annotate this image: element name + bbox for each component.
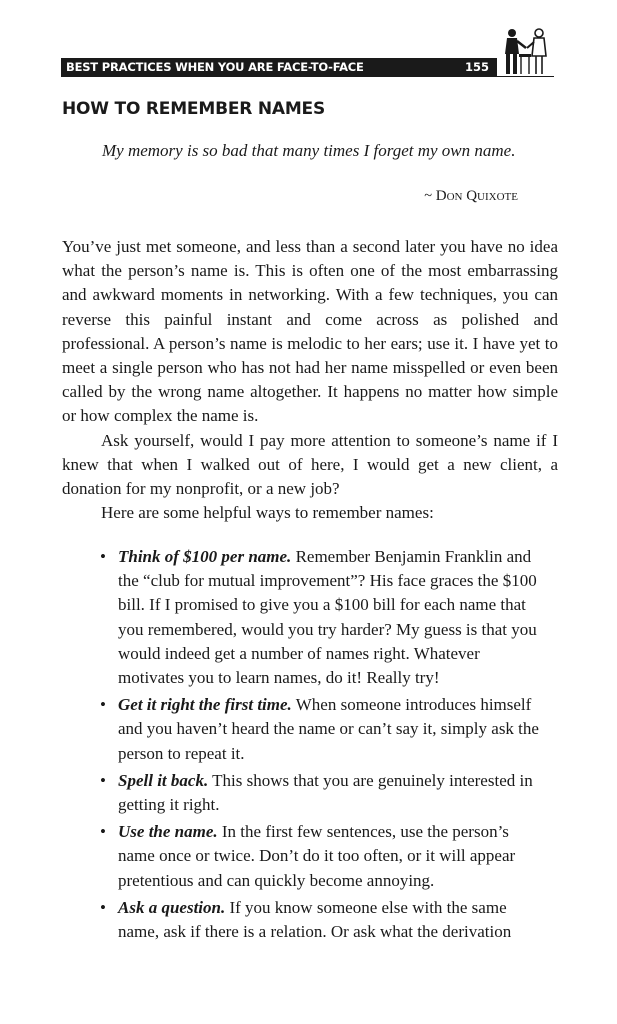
epigraph-quote: My memory is so bad that many times I forget my own name. [102, 141, 516, 160]
list-item [100, 545, 540, 690]
epigraph-attribution [424, 188, 518, 205]
tip-text: If you know someone else with the same name, ask if there is a relation. Or ask what the derivation [118, 897, 512, 942]
body-text [62, 235, 558, 525]
bullet-icon: • [100, 822, 106, 842]
tip-lead: Think of $100 per name. [118, 547, 292, 566]
list-item [100, 896, 540, 944]
running-header [61, 58, 497, 77]
tip-lead: Spell it back. [118, 770, 209, 790]
attribution-tilde: ~ [424, 188, 433, 204]
section-title: HOW TO REMEMBER NAMES [62, 99, 326, 119]
bullet-icon: • [100, 897, 106, 917]
tips-list [100, 545, 540, 947]
paragraph: You’ve just met someone, and less than a second later you have no idea what the person’s name is. This is often one of the most embarrassing and awkward moments in networking. With a few techniques, you can reverse this painful instant and come across as polished and professional. A person’s name is melodic to her ears; use it. I have yet to meet a single person who has not had her name misspelled or even been called by the wrong name altogether. It happens no matter how simple or how complex the name is. [62, 237, 558, 426]
tip-text: This shows that you are genuinely interested in getting it right. [118, 770, 533, 815]
tip-text: Remember Benjamin Franklin and the “club for mutual improvement”? His face graces the $100 bill. If I promised to give you a $100 bill for each name that you remembered, would you try harder? My guess is that you would indeed get a number of names right. Whatever motivates you to learn names, do it! Really try! [118, 547, 537, 688]
tip-lead: Get it right the first time. [118, 695, 292, 715]
tip-text: In the first few sentences, use the person’s name once or twice. Don’t do it too often, or it will appear pretentious and can quickly become annoying. [118, 822, 516, 890]
handshake-figures-icon [497, 24, 555, 78]
paragraph: Ask yourself, would I pay more attention to someone’s name if I knew that when I walked out of here, I would get a new client, a donation for my nonprofit, or a new job? [62, 430, 558, 499]
tip-text: When someone introduces himself and you haven’t heard the name or can’t say it, simply ask the person to repeat it. [118, 695, 539, 763]
paragraph: Here are some helpful ways to remember names: [101, 503, 434, 523]
attribution-name: Don Quixote [435, 188, 518, 204]
list-item [100, 769, 540, 817]
bullet-icon: • [100, 770, 106, 790]
running-header-title: BEST PRACTICES WHEN YOU ARE FACE-TO-FACE [66, 60, 364, 74]
tip-lead: Ask a question. [118, 897, 226, 917]
bullet-icon: • [100, 547, 106, 566]
page-number: 155 [464, 60, 489, 74]
list-item [100, 820, 540, 893]
list-item [100, 693, 540, 766]
tip-lead: Use the name. [118, 822, 218, 842]
bullet-icon: • [100, 695, 106, 715]
